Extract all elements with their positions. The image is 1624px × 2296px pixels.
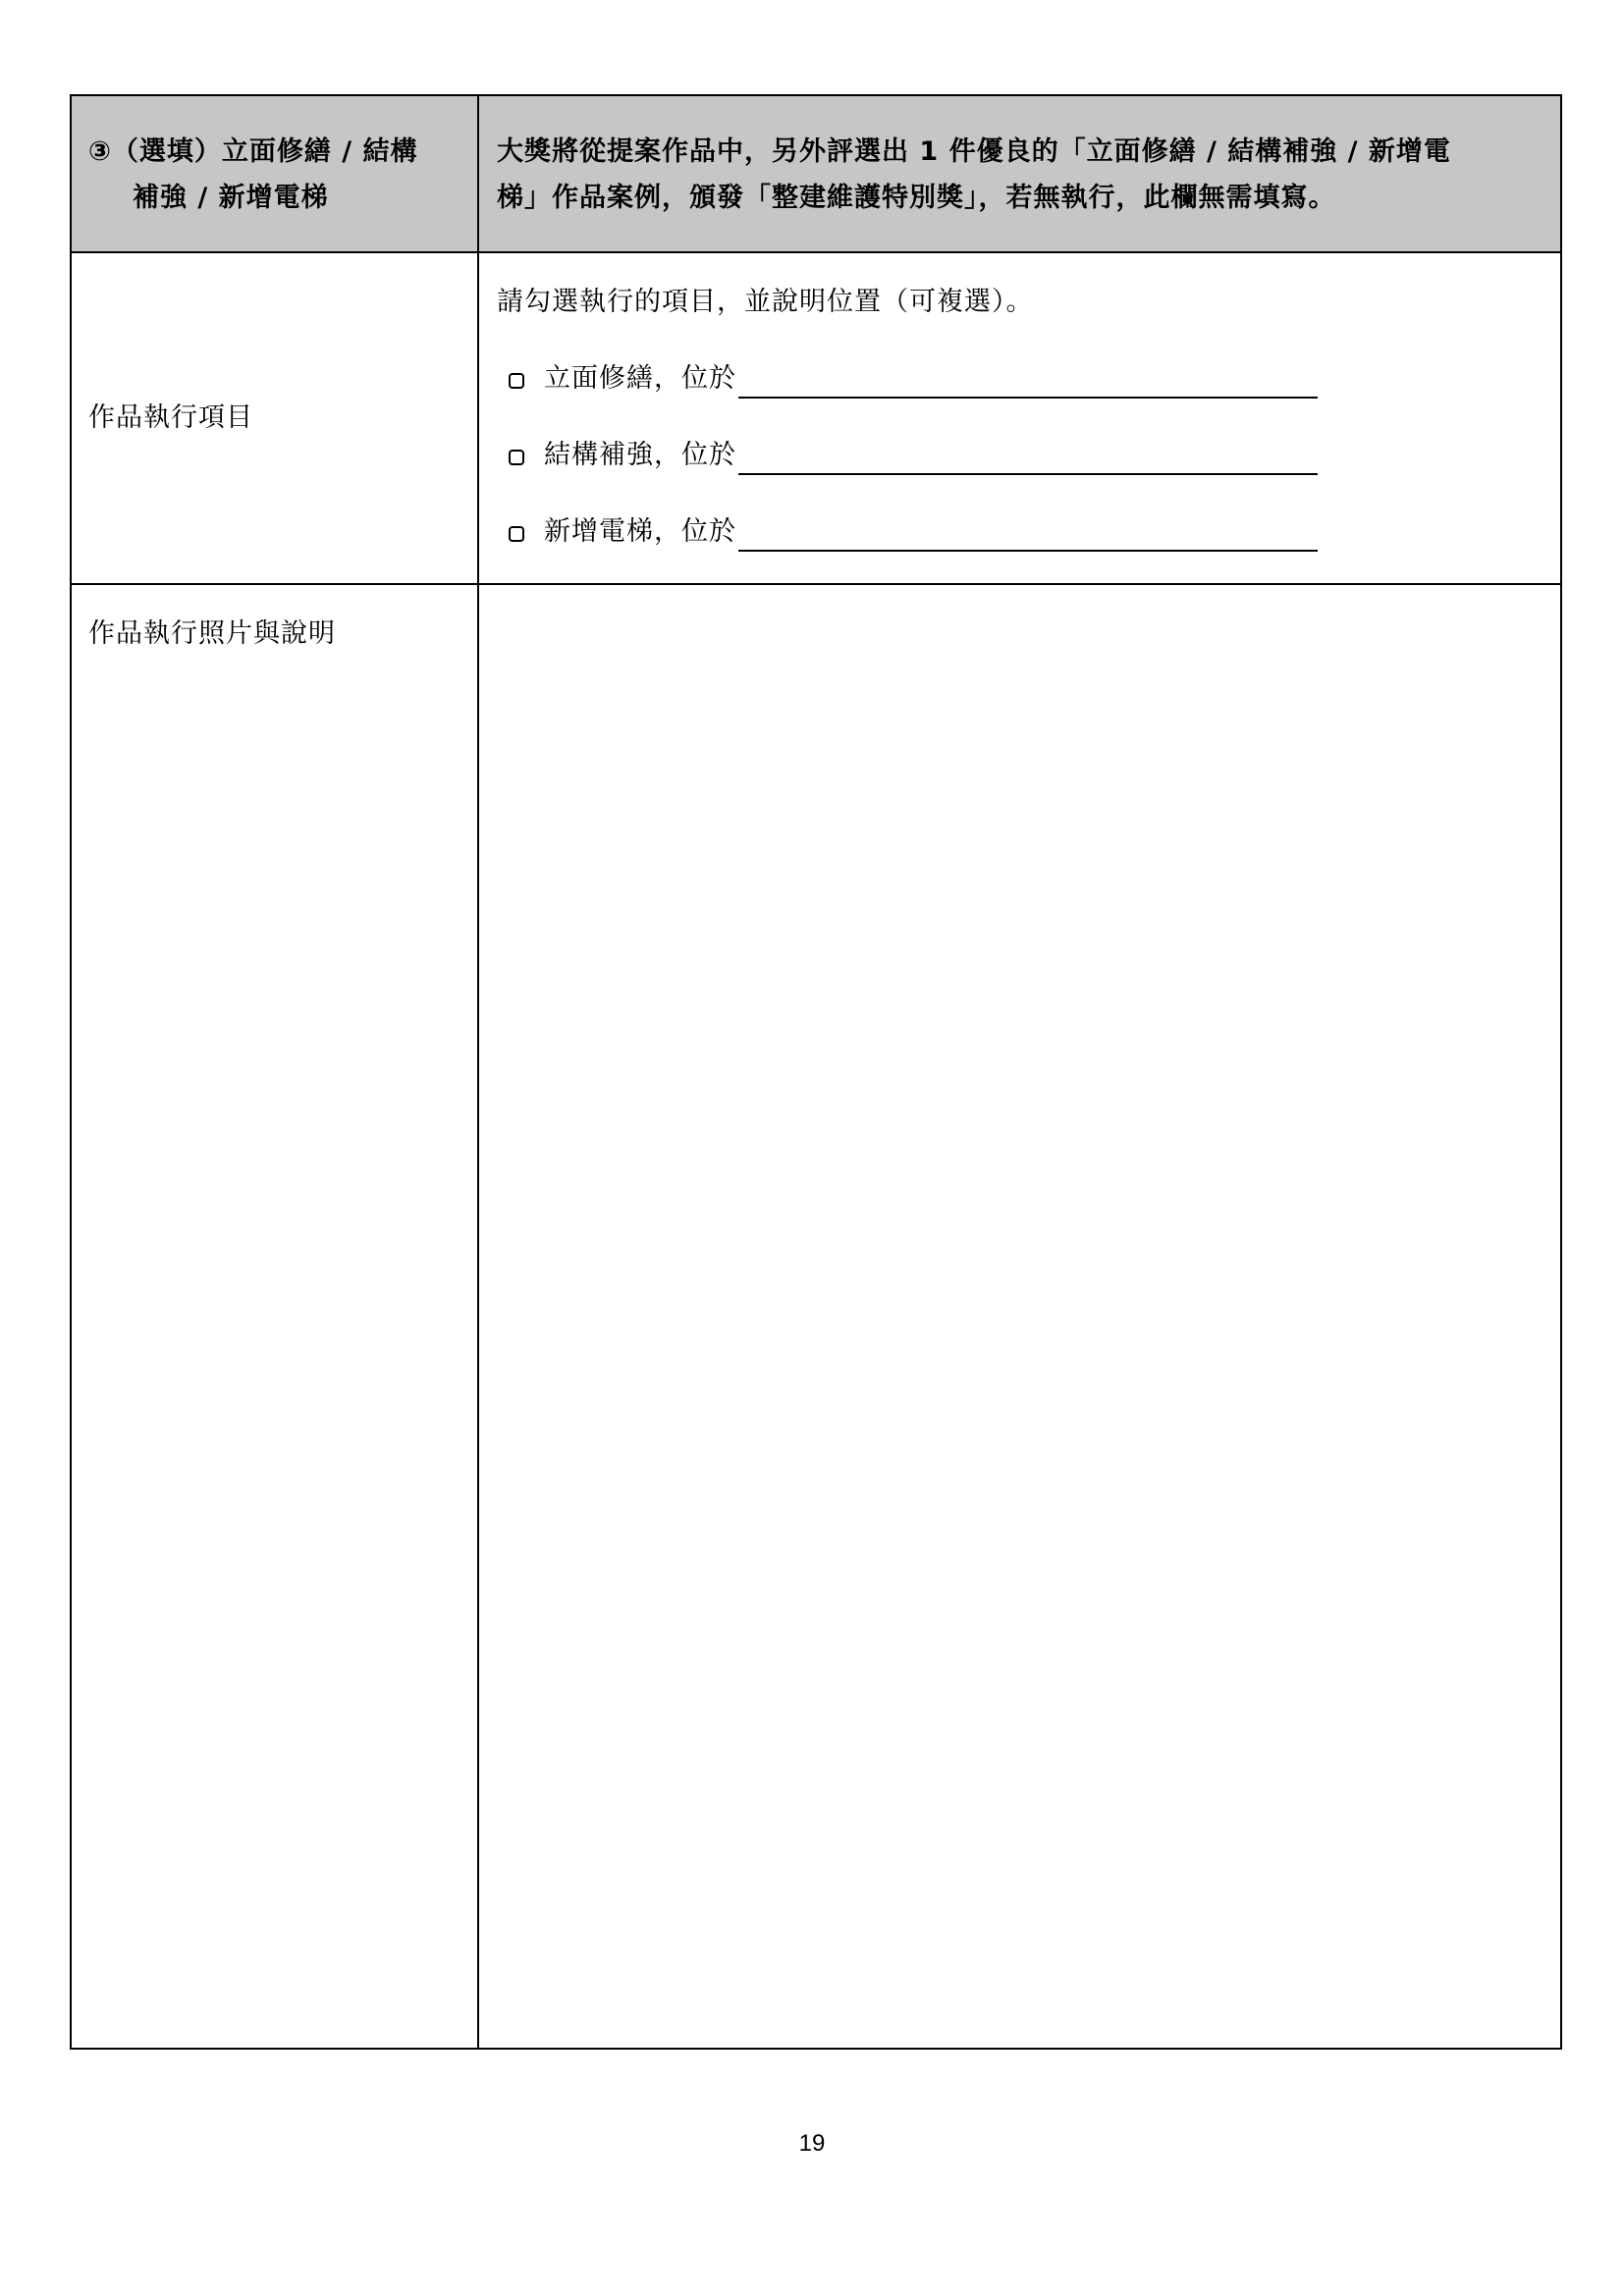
new-elevator-checkbox[interactable] — [509, 526, 524, 542]
structural-reinforcement-checkbox[interactable] — [509, 450, 524, 465]
section-title — [88, 129, 466, 221]
structural-reinforcement-location-field[interactable] — [738, 444, 1318, 475]
section-description-line1: 大獎將從提案作品中，另外評選出 1 件優良的「立面修繕 / 結構補強 / 新增電 — [497, 136, 1451, 167]
page-number: 19 — [798, 2130, 826, 2157]
new-elevator-location-field[interactable] — [738, 520, 1318, 552]
photos-label-cell — [72, 585, 477, 2048]
items-content-cell — [479, 253, 1560, 583]
section-title-line1: （選填）立面修繕 / 結構 — [111, 136, 418, 167]
header-row — [72, 96, 1560, 253]
option-label: 立面修繕，位於 — [544, 363, 736, 394]
section-description — [497, 129, 1547, 221]
facade-repair-checkbox[interactable] — [509, 373, 524, 389]
facade-repair-location-field[interactable] — [738, 367, 1318, 399]
column-divider — [477, 585, 479, 2048]
section-description-line2: 梯」作品案例，頒發「整建維護特別獎」，若無執行，此欄無需填寫。 — [497, 183, 1336, 213]
column-divider — [477, 253, 479, 583]
photos-row — [72, 585, 1560, 2048]
items-instruction: 請勾選執行的項目，並說明位置（可複選）。 — [497, 287, 1034, 317]
items-row — [72, 253, 1560, 585]
option-label: 新增電梯，位於 — [544, 516, 736, 547]
header-left-cell — [72, 96, 477, 251]
section-title-line2: 補強 / 新增電梯 — [133, 183, 329, 213]
items-label: 作品執行項目 — [88, 402, 253, 433]
header-right-cell — [479, 96, 1560, 251]
photos-content-area[interactable] — [479, 585, 1560, 2048]
option-new-elevator — [509, 512, 1318, 552]
photos-label: 作品執行照片與說明 — [88, 618, 336, 649]
section-number: ③ — [88, 136, 112, 167]
column-divider — [477, 96, 479, 251]
option-facade-repair — [509, 359, 1318, 399]
form-table — [70, 94, 1562, 2050]
items-label-cell — [72, 253, 477, 583]
option-structural-reinforcement — [509, 436, 1318, 475]
option-label: 結構補強，位於 — [544, 440, 736, 470]
